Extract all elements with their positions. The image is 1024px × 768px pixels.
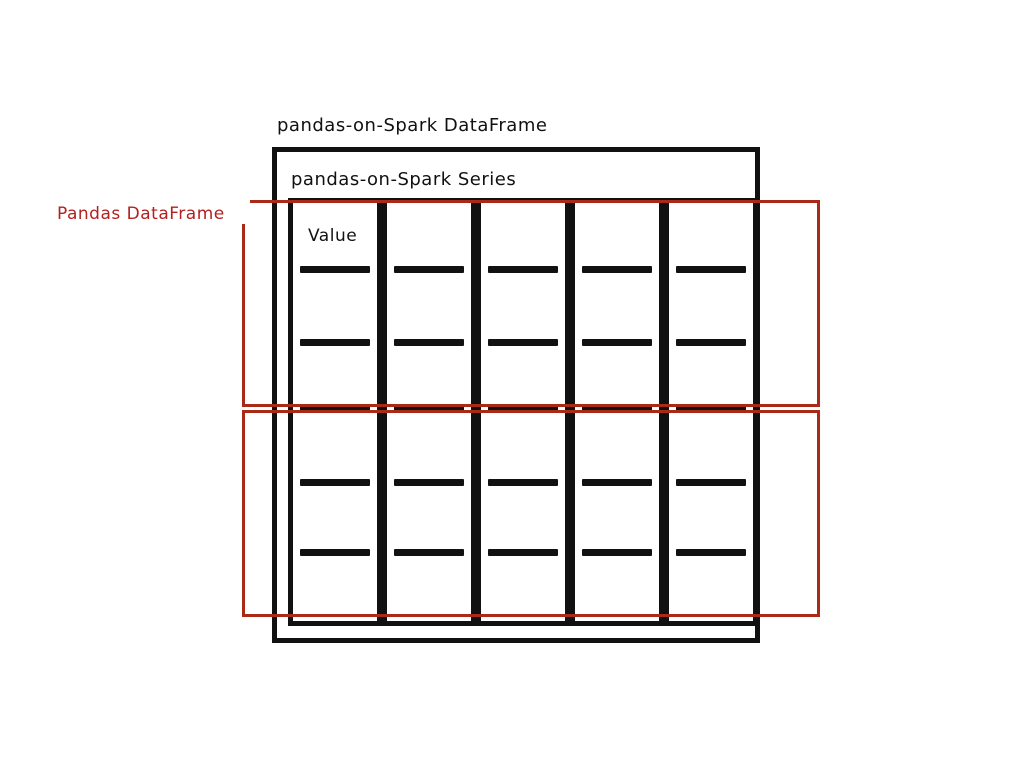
pandas-dataframe-partition-1	[242, 200, 820, 407]
pandas-on-spark-dataframe-label: pandas-on-Spark DataFrame	[277, 115, 548, 136]
pandas-dataframe-partition-2	[242, 410, 820, 617]
pandas-dataframe-label: Pandas DataFrame	[57, 204, 225, 224]
value-column-header: Value	[308, 226, 358, 246]
pandas-on-spark-series-label: pandas-on-Spark Series	[291, 169, 517, 190]
